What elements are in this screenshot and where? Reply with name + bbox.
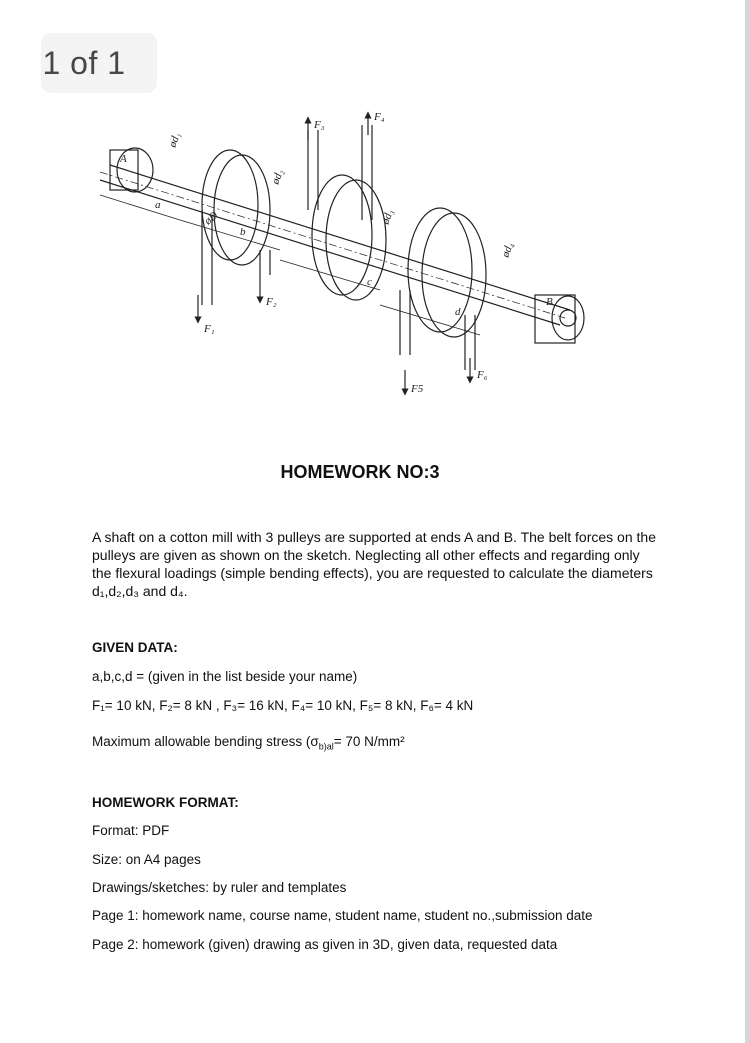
page-indicator bbox=[41, 33, 157, 93]
label-d2: ød₂ bbox=[269, 167, 286, 187]
page-edge bbox=[745, 0, 750, 1043]
label-d3: ød₃ bbox=[379, 207, 396, 227]
label-F2: F₂ bbox=[266, 296, 277, 308]
format-item: Size: on A4 pages bbox=[92, 852, 201, 867]
label-D: øD bbox=[202, 209, 221, 228]
given-data-stress: Maximum allowable bending stress ($\sigma_{b)al}= 70$ N/mm² bbox=[92, 734, 405, 752]
format-item: Format: PDF bbox=[92, 823, 170, 838]
format-item: Page 2: homework (given) drawing as given in 3D, given data, requested data bbox=[92, 937, 558, 952]
given-data-forces: F₁= 10 kN, F₂= 8 kN , F₃= 16 kN, F₄= 10 kN, F₅= 8 kN, F₆= 4 kN bbox=[92, 698, 474, 713]
given-data-heading: GIVEN DATA: bbox=[92, 640, 178, 655]
label-F1: F₁ bbox=[204, 323, 215, 335]
label-b: b bbox=[240, 226, 246, 238]
label-c: c bbox=[367, 276, 372, 288]
label-d4: ød₄ bbox=[499, 240, 516, 260]
page-indicator-text: 1 of 1 bbox=[42, 44, 126, 81]
label-a: a bbox=[155, 199, 161, 211]
format-heading: HOMEWORK FORMAT: bbox=[92, 795, 239, 810]
problem-statement: A shaft on a cotton mill with 3 pulleys are supported at ends A and B. The belt forces on the pulleys are given as shown on the sketch. Neglecting all other effects and regarding only the flexural loadings (simple bending effects), you are requested to calculate the diameters d₁,d₂,d₃ and d₄. bbox=[92, 529, 656, 599]
label-F4: F₄ bbox=[374, 111, 385, 123]
homework-title: HOMEWORK NO:3 bbox=[280, 462, 440, 482]
label-d1: ød₁ bbox=[166, 130, 183, 150]
shaft-sketch bbox=[80, 100, 640, 410]
format-item: Drawings/sketches: by ruler and templates bbox=[92, 880, 347, 895]
format-item: Page 1: homework name, course name, student name, student no.,submission date bbox=[92, 908, 593, 923]
given-data-abcd: a,b,c,d = (given in the list beside your name) bbox=[92, 669, 358, 684]
label-F6: F₆ bbox=[477, 369, 488, 381]
label-F5: F5 bbox=[411, 383, 424, 395]
label-A: A bbox=[120, 153, 127, 165]
label-d: d bbox=[455, 306, 461, 318]
label-B: B bbox=[546, 296, 553, 308]
label-F3: F₃ bbox=[314, 119, 325, 131]
